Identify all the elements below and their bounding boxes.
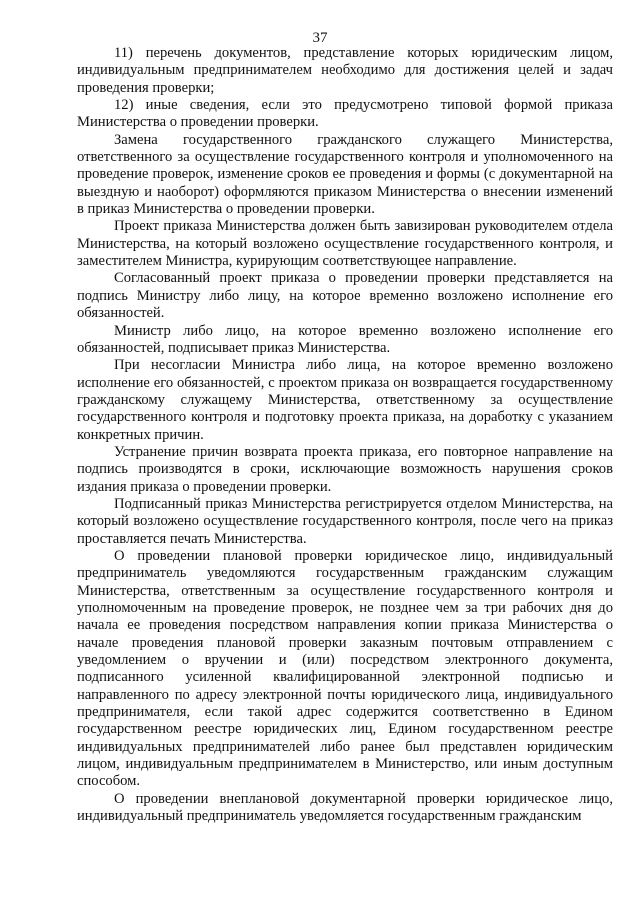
paragraph-disagreement: При несогласии Министра либо лица, на которое временно возложено исполнение его обязанностей, с проектом приказа он возвращается государственному гражданскому служащему Министерства, ответственному за осуществление государственного контроля и подготовку проекта приказа, на доработку с указанием конкретных причин. — [77, 357, 613, 443]
paragraph-submission: Согласованный проект приказа о проведении проверки представляется на подпись Министру либо лицу, на которое временно возложено исполнение его обязанностей. — [77, 270, 613, 322]
paragraph-replacement: Замена государственного гражданского служащего Министерства, ответственного за осуществление государственного контроля и уполномоченного на проведение проверок, изменение сроков ее проведения и формы (с документарной на выездную и наоборот) оформляются приказом Министерства о внесении изменений в приказ Министерства о проведении проверки. — [77, 131, 613, 218]
paragraph-draft-approval: Проект приказа Министерства должен быть завизирован руководителем отдела Министерства, на который возложено осуществление государственного контроля, и заместителем Министра, курирующим соответствующее направление. — [77, 218, 613, 270]
paragraph-item-12: 12) иные сведения, если это предусмотрено типовой формой приказа Министерства о проведении проверки. — [77, 97, 613, 131]
paragraph-planned-notice: О проведении плановой проверки юридическое лицо, индивидуальный предприниматель уведомляются государственным гражданским служащим Министерства, ответственным за осуществление государственного контроля и уполномоченным на проведение проверок, не позднее чем за три рабочих дня до начала ее проведения посредством направления копии приказа Министерства о начале проведения плановой проверки заказным почтовым отправлением с уведомлением о вручении и (или) посредством электронного документа, подписанного усиленной квалифицированной электронной подписью и направленного по адресу электронной почты юридического лица, индивидуального предпринимателя, если такой адрес содержится соответственно в Едином государственном реестре юридических лиц, Едином государственном реестре индивидуальных предпринимателей либо ранее был представлен юридическим лицом, индивидуальным предпринимателем в Министерство, или иным доступным способом. — [77, 547, 613, 790]
document-body — [77, 45, 613, 825]
paragraph-resubmission: Устранение причин возврата проекта приказа, его повторное направление на подпись производятся в сроки, исключающие возможность нарушения сроков издания приказа о проведении проверки. — [77, 443, 613, 495]
paragraph-registration: Подписанный приказ Министерства регистрируется отделом Министерства, на который возложено осуществление государственного контроля, после чего на приказ проставляется печать Министерства. — [77, 495, 613, 547]
page-number: 37 — [312, 30, 328, 46]
paragraph-item-11: 11) перечень документов, представление которых юридическим лицом, индивидуальным предпринимателем необходимо для достижения целей и задач проведения проверки; — [77, 45, 613, 96]
paragraph-unplanned-notice: О проведении внеплановой документарной проверки юридическое лицо, индивидуальный предприниматель уведомляется государственным гражданским — [77, 790, 613, 825]
paragraph-signing: Министр либо лицо, на которое временно возложено исполнение его обязанностей, подписывает приказ Министерства. — [77, 322, 613, 356]
